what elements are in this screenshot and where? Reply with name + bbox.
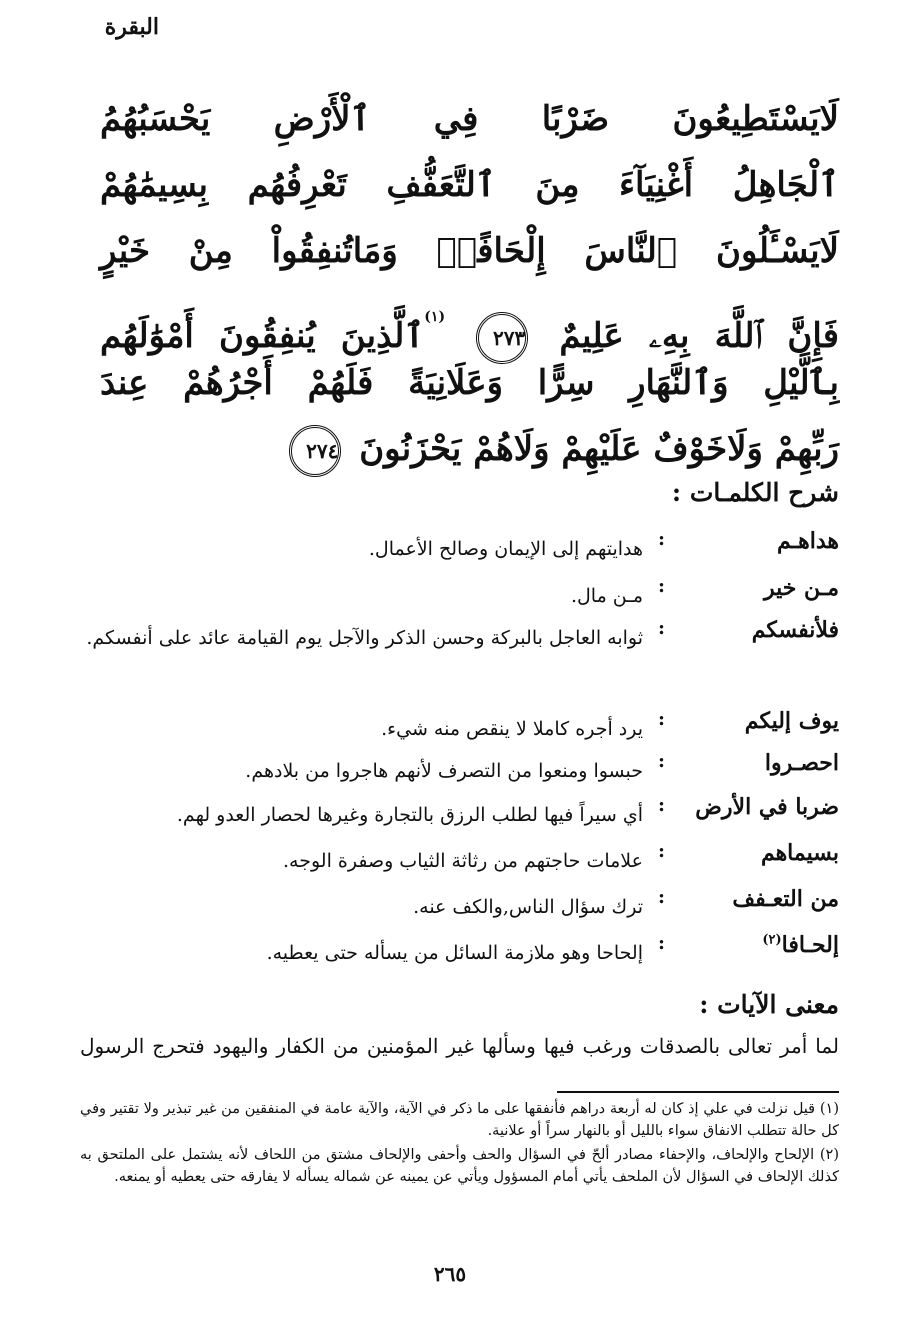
footnote: (٢) الإلحاح والإلحاف، والإحفاء مصادر ألحّ في السؤال والحف وأحفى والإلحاف مشتق من اللحاف لأنه يشتمل على الملتحق به كذلك الإلحاف في السؤال لأن الملحف يأتي أمام المسؤول ويأتي عن يمينه عن شماله يسأله لا يفارقه حتى يعطيه أو يمنعه. [80, 1147, 839, 1185]
glossary-definition: ثوابه العاجل بالبركة وحسن الذكر والآجل يوم القيامة عائد على أنفسكم. [86, 627, 643, 649]
footnotes-block [80, 1098, 839, 1190]
verse-segment: فَإِنَّ ٱللَّهَ بِهِۦ عَلِيمٌ [559, 316, 839, 356]
footnote-separator [557, 1091, 839, 1093]
ayah-number-marker: ٢٧٣ [476, 312, 528, 364]
meaning-intro-text: لما أمر تعالى بالصدقات ورغب فيها وسألها غير المؤمنين من الكفار واليهود فتحرج الرسول [80, 1034, 839, 1058]
glossary-separator: : [657, 886, 665, 908]
footnote-reference: (١) [424, 309, 446, 325]
glossary-term: مـن خير [763, 575, 839, 601]
glossary-term: احصـروا [764, 750, 839, 776]
verse-line: لَايَسْتَطِيعُونَ ضَرْبًا فِي ٱلْأَرْضِ يَحْسَبُهُمُ [100, 99, 839, 139]
glossary-separator: : [657, 794, 665, 816]
glossary-separator: : [657, 840, 665, 862]
page-number: ٢٦٥ [433, 1262, 467, 1286]
glossary-term [679, 932, 839, 958]
verse-segment: رَبِّهِمْ وَلَاخَوْفٌ عَلَيْهِمْ وَلَاهُمْ يَحْزَنُونَ [359, 429, 839, 469]
glossary-heading: شرح الكلمـات : [671, 478, 839, 507]
running-head: البقرة [104, 14, 159, 40]
glossary-separator: : [657, 528, 665, 550]
verse-line [100, 284, 839, 356]
glossary-term: ضربا في الأرض [695, 794, 839, 820]
meaning-heading: معنى الآيات : [699, 990, 839, 1019]
verse-line: ٱلْجَاهِلُ أَغْنِيَآءَ مِنَ ٱلتَّعَفُّفِ تَعْرِفُهُم بِسِيمَٰهُمْ [100, 165, 839, 205]
quran-verses-block [100, 86, 839, 482]
glossary-separator: : [657, 932, 665, 954]
glossary-definition: علامات حاجتهم من رثاثة الثياب وصفرة الوجه. [283, 850, 643, 872]
glossary-term: من التعـفف [732, 886, 839, 912]
glossary-term: فلأنفسكم [751, 617, 839, 643]
glossary-term: بسيماهم [760, 840, 839, 866]
glossary-definition: يرد أجره كاملا لا ينقص منه شيء. [381, 718, 643, 740]
glossary-definition: حبسوا ومنعوا من التصرف لأنهم هاجروا من بلادهم. [245, 760, 643, 782]
glossary-separator: : [657, 708, 665, 730]
glossary-separator: : [657, 617, 665, 639]
glossary-term: هداهـم [777, 528, 839, 554]
glossary-term: يوف إليكم [744, 708, 839, 734]
glossary-definition: ترك سؤال الناس,والكف عنه. [413, 896, 643, 918]
glossary-definition: أي سيراً فيها لطلب الرزق بالتجارة وغيرها لحصار العدو لهم. [176, 804, 643, 826]
glossary-definition: مـن مال. [570, 585, 643, 607]
verse-line: لَايَسْـَٔلُونَ ٱلنَّاسَ إِلْحَافًاۗ وَمَاتُنفِقُواْ مِنْ خَيْرٍ [100, 231, 839, 271]
glossary-separator: : [657, 575, 665, 597]
footnote-reference: (٢) [762, 932, 782, 948]
glossary-definition: إلحاحا وهو ملازمة السائل من يسأله حتى يعطيه. [266, 942, 643, 964]
verse-segment: ٱلَّذِينَ يُنفِقُونَ أَمْوَٰلَهُم [100, 316, 425, 356]
glossary-definition: هدايتهم إلى الإيمان وصالح الأعمال. [368, 538, 643, 560]
glossary-separator: : [657, 750, 665, 772]
glossary-term-text: إلحـافا [781, 932, 839, 958]
verse-line [100, 416, 839, 482]
verse-line: بِٱلَّيْلِ وَٱلنَّهَارِ سِرًّا وَعَلَانِيَةً فَلَهُمْ أَجْرُهُمْ عِندَ [100, 363, 839, 403]
footnote: (١) قيل نزلت في علي إذ كان له أربعة دراهم فأنفقها على ما ذكر في الآية، والآية عامة في المنفقين من غير تبذير ولا تقتير وفي كل حالة تتطلب الانفاق سواء بالليل أو بالنهار سراً أو علانية. [80, 1101, 839, 1139]
ayah-number-marker: ٢٧٤ [289, 425, 341, 477]
